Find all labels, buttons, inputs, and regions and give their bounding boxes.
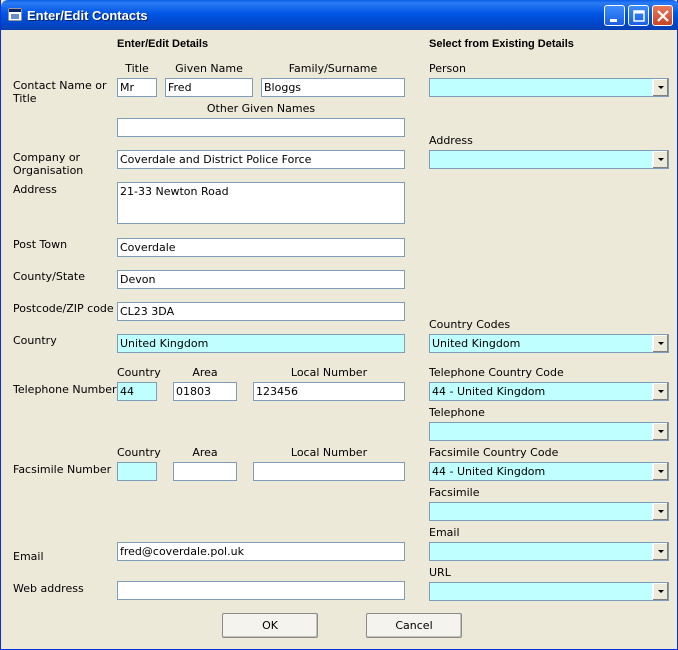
county-label: County/State — [13, 270, 85, 283]
web-address-label: Web address — [13, 582, 84, 595]
telephone-combo[interactable] — [429, 422, 669, 441]
contact-name-label: Contact Name or Title — [13, 79, 107, 105]
title-bar[interactable] — [1, 0, 678, 30]
minimize-icon — [605, 6, 626, 27]
maximize-icon — [629, 6, 650, 27]
fax-country-col-label: Country — [117, 446, 161, 459]
fax-local-field[interactable] — [253, 462, 405, 481]
email-label: Email — [13, 550, 44, 563]
fax-area-col-label: Area — [192, 446, 218, 459]
chevron-down-icon — [653, 503, 669, 520]
address-label: Address — [13, 183, 57, 196]
facsimile-combo[interactable] — [429, 502, 669, 521]
county-field[interactable]: Devon — [117, 270, 405, 289]
chevron-down-icon — [653, 423, 669, 440]
chevron-down-icon — [653, 543, 669, 560]
tel-country-col-label: Country — [117, 366, 161, 379]
facsimile-select-label: Facsimile — [429, 486, 480, 499]
company-field[interactable]: Coverdale and District Police Force — [117, 150, 405, 169]
tel-local-col-label: Local Number — [290, 366, 368, 379]
other-given-names-label: Other Given Names — [206, 102, 316, 115]
fax-cc-combo[interactable] — [429, 462, 669, 481]
address-select-label: Address — [429, 134, 473, 147]
chevron-down-icon — [653, 463, 669, 480]
tel-country-field[interactable]: 44 — [117, 382, 157, 401]
given-name-col-label: Given Name — [175, 62, 243, 75]
close-icon — [653, 6, 674, 27]
chevron-down-icon — [653, 383, 669, 400]
url-label: URL — [429, 566, 451, 579]
tel-cc-dropdown-button[interactable] — [652, 383, 668, 400]
facsimile-dropdown-button[interactable] — [652, 503, 668, 520]
email-field[interactable]: fred@coverdale.pol.uk — [117, 542, 405, 561]
fax-cc-value: 44 - United Kingdom — [432, 465, 546, 478]
tel-local-field[interactable]: 123456 — [253, 382, 405, 401]
tel-cc-label: Telephone Country Code — [429, 366, 564, 379]
fax-cc-label: Facsimile Country Code — [429, 446, 559, 459]
country-codes-combo[interactable] — [429, 334, 669, 353]
chevron-down-icon — [653, 335, 669, 352]
family-col-label: Family/Surname — [288, 62, 378, 75]
email-dropdown-button[interactable] — [652, 543, 668, 560]
telephone-select-label: Telephone — [429, 406, 485, 419]
email-combo[interactable] — [429, 542, 669, 561]
window-title: Enter/Edit Contacts — [27, 8, 148, 23]
other-given-names-field[interactable] — [117, 118, 405, 137]
person-dropdown-button[interactable] — [652, 79, 668, 96]
fax-cc-dropdown-button[interactable] — [652, 463, 668, 480]
url-combo[interactable] — [429, 582, 669, 601]
ok-button[interactable]: OK — [222, 613, 318, 638]
postcode-label: Postcode/ZIP code — [13, 302, 114, 315]
tel-cc-value: 44 - United Kingdom — [432, 385, 546, 398]
chevron-down-icon — [653, 583, 669, 600]
title-col-label: Title — [125, 62, 149, 75]
fax-local-col-label: Local Number — [290, 446, 368, 459]
chevron-down-icon — [653, 151, 669, 168]
maximize-button[interactable] — [628, 5, 649, 26]
web-address-field[interactable] — [117, 581, 405, 600]
post-town-label: Post Town — [13, 238, 68, 251]
address-dropdown-button[interactable] — [652, 151, 668, 168]
enter-edit-header: Enter/Edit Details — [117, 38, 209, 50]
tel-area-col-label: Area — [192, 366, 218, 379]
country-codes-dropdown-button[interactable] — [652, 335, 668, 352]
tel-area-field[interactable]: 01803 — [173, 382, 237, 401]
address-combo[interactable] — [429, 150, 669, 169]
postcode-field[interactable]: CL23 3DA — [117, 302, 405, 321]
title-field[interactable]: Mr — [117, 78, 157, 97]
country-codes-value: United Kingdom — [432, 337, 521, 350]
fax-area-field[interactable] — [173, 462, 237, 481]
select-existing-header: Select from Existing Details — [429, 38, 574, 50]
person-label: Person — [429, 62, 466, 75]
tel-cc-combo[interactable] — [429, 382, 669, 401]
family-name-field[interactable]: Bloggs — [261, 78, 405, 97]
country-field[interactable]: United Kingdom — [117, 334, 405, 353]
company-label: Company or Organisation — [13, 151, 84, 177]
email-select-label: Email — [429, 526, 460, 539]
minimize-button[interactable] — [604, 5, 625, 26]
person-combo[interactable] — [429, 78, 669, 97]
chevron-down-icon — [653, 79, 669, 96]
address-field[interactable]: 21-33 Newton Road — [117, 182, 405, 224]
cancel-button[interactable]: Cancel — [366, 613, 462, 638]
given-name-field[interactable]: Fred — [165, 78, 253, 97]
post-town-field[interactable]: Coverdale — [117, 238, 405, 257]
country-label: Country — [13, 334, 57, 347]
facsimile-label: Facsimile Number — [13, 463, 112, 476]
fax-country-field[interactable] — [117, 462, 157, 481]
telephone-label: Telephone Number — [13, 383, 117, 396]
url-dropdown-button[interactable] — [652, 583, 668, 600]
country-codes-label: Country Codes — [429, 318, 511, 331]
telephone-dropdown-button[interactable] — [652, 423, 668, 440]
close-button[interactable] — [652, 5, 673, 26]
app-icon — [8, 8, 22, 21]
